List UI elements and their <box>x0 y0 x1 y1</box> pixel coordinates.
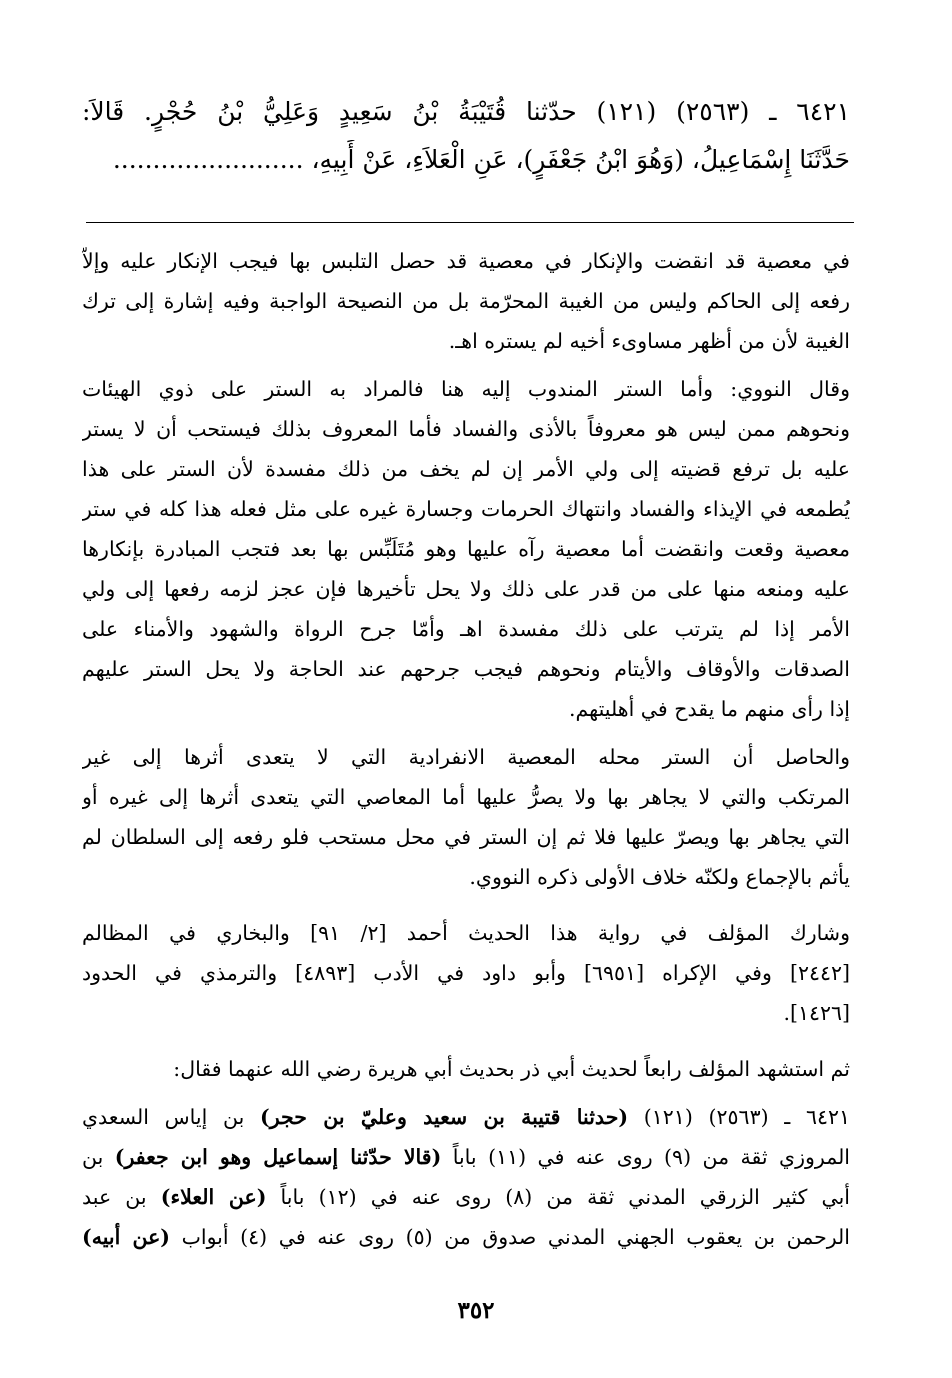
commentary-line: يُطمعه في الإيذاء والفساد وانتهاك الحرمات وجسارة غيره على مثل فعله هذا كله في ستر <box>82 497 850 521</box>
commentary-line: الغيبة لأن من أظهر مساوىء أخيه لم يستره اهـ. <box>448 329 850 353</box>
separator-rule <box>86 222 854 223</box>
commentary-line: الأمر إذا لم يترتب على ذلك مفسدة اهـ وأمّا جرح الرواة والشهود والأمناء على <box>82 617 850 641</box>
narrator-note: بن عبد <box>82 1185 161 1209</box>
quoted-text: (حدثنا قتيبة بن سعيد وعليّ بن حجر) <box>260 1105 629 1129</box>
commentary-line: في معصية قد انقضت والإنكار في معصية قد حصل التلبس بها فيجب الإنكار عليه وإلاّ <box>82 249 850 273</box>
commentary-line: [١٤٢٦]. <box>783 1001 850 1025</box>
narrator-note: أبي كثير الزرقي المدني ثقة من (٨) روى عنه في (١٢) باباً <box>266 1185 850 1209</box>
commentary-line: يأثم بالإجماع ولكنّه خلاف الأولى ذكره النووي. <box>469 865 850 889</box>
quoted-text: (عن العلاء) <box>160 1185 267 1209</box>
commentary-line: التي يجاهر بها ويصرّ عليها فلا ثم إن الستر في محل مستحب فلو رفعه إلى السلطان لم <box>82 825 850 849</box>
narrator-line <box>82 1180 850 1218</box>
hadith-line-2: حَدَّثَنَا إِسْمَاعِيلُ، (وَهُوَ ابْنُ جَعْفَرٍ)، عَنِ الْعَلاَءِ، عَنْ أَبِيهِ، ........................ <box>112 145 850 174</box>
commentary-line: وقال النووي: وأما الستر المندوب إليه هنا فالمراد به الستر على ذوي الهيئات <box>82 377 850 401</box>
page-number: ٣٥٢ <box>457 1297 495 1324</box>
hadith-number: ٦٤٢١ ـ (٢٥٦٣) (١٢١) <box>628 1105 850 1129</box>
commentary-line: معصية وقعت وانقضت أما معصية رآه عليها وهو مُتَلَبِّس بها بعد فتجب المبادرة بإنكارها <box>82 537 850 561</box>
narrator-note: المروزي ثقة من (٩) روى عنه في (١١) باباً <box>441 1145 850 1169</box>
narrator-note: بن إياس السعدي <box>82 1105 260 1129</box>
quoted-text: (عن أبيه) <box>82 1225 171 1249</box>
quoted-text: (قالا حدّثنا إسماعيل وهو ابن جعفر) <box>114 1145 442 1169</box>
narrator-line <box>82 1220 850 1258</box>
commentary-line: رفعه إلى الحاكم وليس من الغيبة المحرّمة بل من النصيحة الواجبة وفيه إشارة إلى ترك <box>82 289 850 313</box>
narrator-line <box>82 1140 850 1178</box>
commentary-line: المرتكب والتي لا يجاهر بها ولا يصرُّ عليها أما المعاصي التي يتعدى أثرها إلى غيره أو <box>82 785 850 809</box>
commentary-line: وشارك المؤلف في رواية هذا الحديث أحمد [٢/ ٩١] والبخاري في المظالم <box>82 921 850 945</box>
commentary-line: ونحوهم ممن ليس هو معروفاً بالأذى والفساد فأما المعروف بذلك فيستحب أن لا يستر <box>82 417 850 441</box>
narrator-note: بن <box>82 1145 115 1169</box>
narrator-line <box>82 1100 850 1138</box>
commentary-line: عليه ومنعه منها على من قدر على ذلك ولا يحل تأخيرها فإن عجز لزمه رفعها إلى ولي <box>82 577 850 601</box>
commentary-line: عليه بل ترفع قضيته إلى ولي الأمر إن لم يخف من ذلك مفسدة لأن الستر على هذا <box>82 457 850 481</box>
commentary-line: [٢٤٤٢] وفي الإكراه [٦٩٥١] وأبو داود في الأدب [٤٨٩٣] والترمذي في الحدود <box>82 961 850 985</box>
commentary-line: والحاصل أن الستر محله المعصية الانفرادية التي لا يتعدى أثرها إلى غير <box>82 745 850 769</box>
commentary-line: ثم استشهد المؤلف رابعاً لحديث أبي ذر بحديث أبي هريرة رضي الله عنهما فقال: <box>173 1057 850 1081</box>
commentary-line: إذا رأى منهم ما يقدح في أهليتهم. <box>569 697 850 721</box>
hadith-line-1: ٦٤٢١ ـ (٢٥٦٣) (١٢١) حدّثنا قُتَيْبَةُ بْنُ سَعِيدٍ وَعَلِيُّ بْنُ حُجْرٍ. قَالاَ: <box>82 97 850 126</box>
narrator-note: الرحمن بن يعقوب الجهني المدني صدوق من (٥) روى عنه في (٤) أبواب <box>170 1225 850 1249</box>
commentary-line: الصدقات والأوقاف والأيتام ونحوهم فيجب جرحهم عند الحاجة ولا يحل الستر عليهم <box>82 657 850 681</box>
